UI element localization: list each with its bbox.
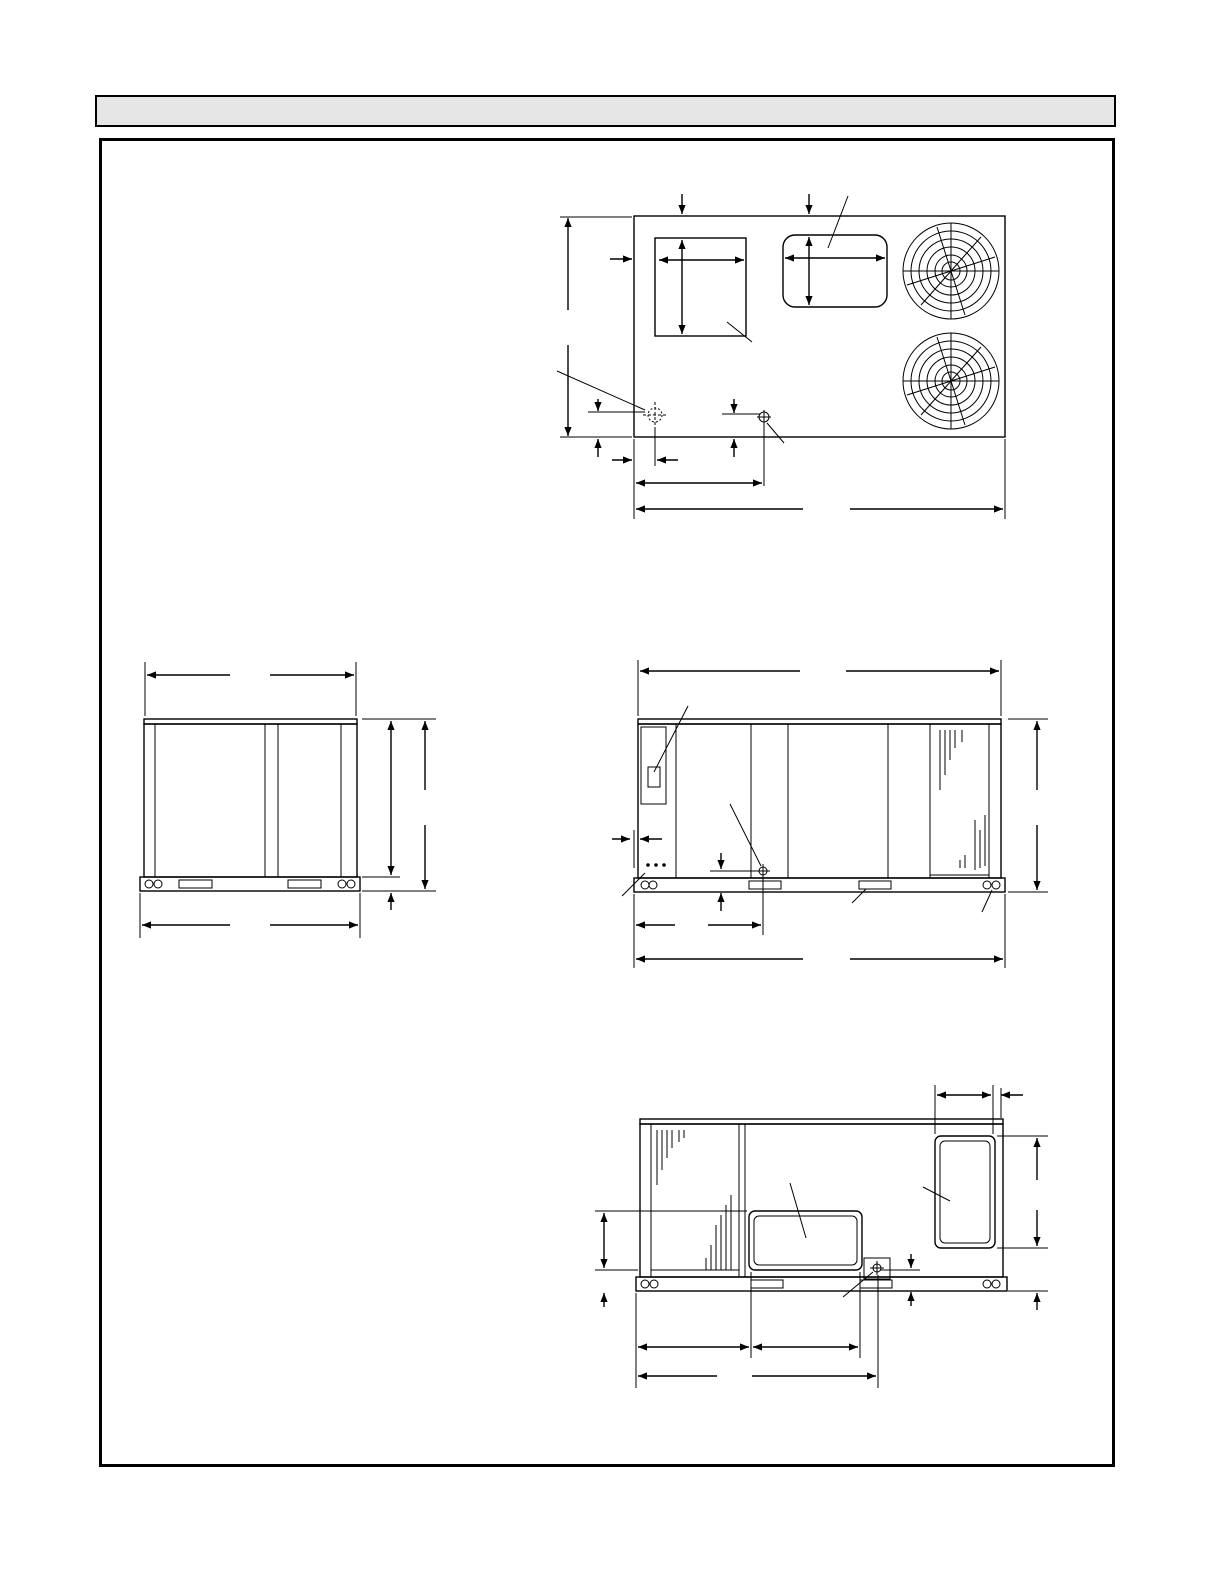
condenser-fan-icon <box>903 333 999 429</box>
supply-opening <box>655 238 746 336</box>
base-rail <box>634 878 1005 892</box>
cabinet-outline <box>638 724 1001 878</box>
cabinet-outline <box>144 724 357 877</box>
horizontal-supply-opening <box>935 1136 995 1248</box>
left-end-view <box>140 662 436 938</box>
horizontal-return-opening <box>749 1211 862 1270</box>
return-opening <box>783 235 887 307</box>
top-view-outline <box>634 216 1005 437</box>
condenser-fan-icon <box>903 223 999 319</box>
control-box <box>641 727 666 804</box>
front-view <box>612 660 1048 968</box>
base-rail <box>140 877 360 891</box>
base-rail <box>636 1277 1007 1291</box>
rear-view <box>595 1085 1048 1388</box>
top-view <box>557 194 1005 519</box>
